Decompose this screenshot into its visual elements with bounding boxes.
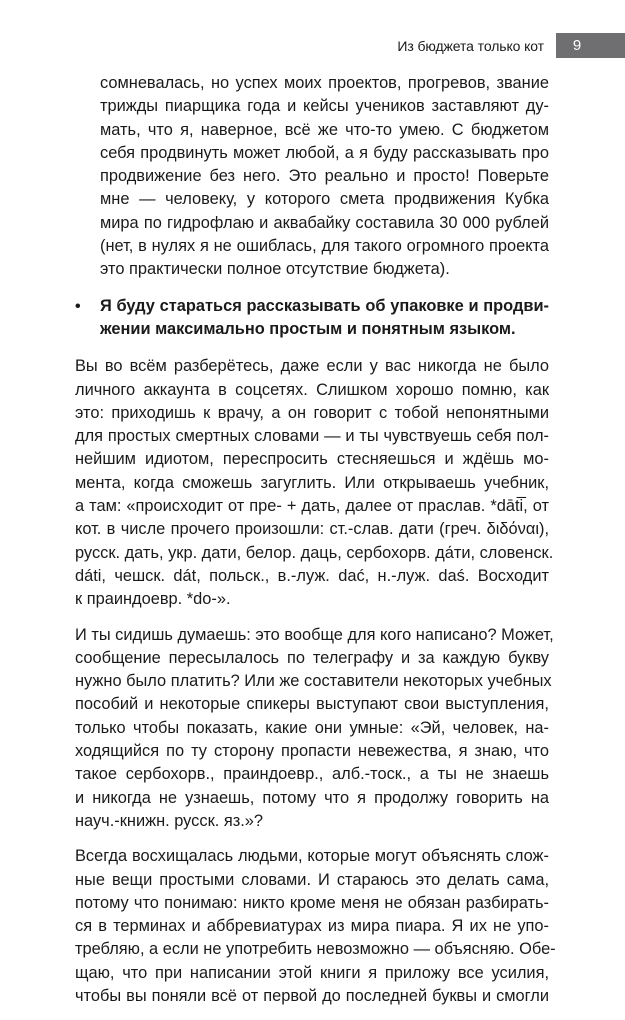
text-line: ные вещи простыми словами. И стараюсь это делать сама, [75,870,549,889]
text-line: чтобы вы поняли всё от первой до последней буквы и смогли [75,986,549,1005]
text-line: кот. в числе прочего произошли: ст.-слав. дати (греч. διδόναι), [75,520,549,539]
text-line: мента, когда сможешь загуглить. Или открываешь учебник, [75,473,549,492]
text-line: пособий и некоторые спикеры выступают свои выступления, [75,695,549,714]
text-line: для простых смертных словами — и ты чувствуешь себя пол- [75,427,549,446]
continued-paragraph [75,72,549,282]
text-line: требляю, а если не употребить невозможно — объясняю. Обе- [75,940,556,959]
text-line: Я буду стараться рассказывать об упаковке и продви- [100,296,549,315]
text-line: сомневалась, но успех моих проектов, прогревов, звание [100,74,549,92]
text-line: науч.-книжн. русск. яз.»? [75,811,264,830]
text-line: нужно было платить? Или же составители некоторых учебных [75,672,552,691]
text-line: Всегда восхищалась людьми, которые могут объяснять слож- [75,847,549,866]
text-line: мне — человеку, у которого смета продвижения Кубка [100,190,549,209]
text-line: только чтобы показать, какие они умные: «Эй, человек, на- [75,718,549,737]
text-line: (нет, в нулях я не ошиблась, для такого огромного проекта [100,237,549,256]
paragraph-3 [75,845,556,1008]
text-line: щаю, что при написании этой книги я приложу все усилия, [75,963,549,982]
text-line: а там: «происходит от пре- + дать, далее от праслав. *dāti̅, от [75,497,549,516]
page-number-box [556,33,625,58]
text-line: это: приходишь к врачу, а он говорит с тобой непонятными [75,403,549,422]
text-line: личного аккаунта в соцсетях. Слишком хорошо помню, как [75,380,549,399]
text-line: трижды пиарщика года и кейсы учеников заставляют ду- [100,97,549,116]
page-number: 9 [572,37,582,54]
text-line: Вы во всём разберётесь, даже если у вас никогда не было [75,357,549,376]
page-body [75,72,556,1020]
running-title: Из бюджета только кот [397,37,544,54]
text-line: жении максимально простым и понятным языком. [100,319,516,338]
text-line: И ты сидишь думаешь: это вообще для кого написано? Может, [75,625,554,644]
text-line: это практически полное отсутствие бюджета). [100,260,450,279]
paragraph-1 [75,355,554,611]
text-line: ходящийся по ту сторону пропасти невежества, я знаю, что [75,742,549,761]
text-line: продвижение без него. Это реально и просто! Поверьте [100,167,549,186]
paragraph-2 [75,624,554,834]
text-line: к праиндоевр. *do-». [75,590,231,609]
running-head [397,33,625,58]
text-line: такое сербохорв., праиндоевр., алб.-тоск., а ты не знаешь [75,765,549,784]
bullet-icon: • [75,297,81,315]
text-line: ся в терминах и аббревиатурах из мира пиара. Я их не упо- [75,917,549,936]
text-line: мира по гидрофлаю и аквабайку составила 30 000 рублей [100,213,549,232]
text-line: потому что понимаю: никто кроме меня не обязан разбирать- [75,893,549,912]
bullet-text [100,295,549,342]
text-line: себя продвинуть может любой, а я буду рассказывать про [100,143,549,162]
text-line: и никогда не узнаешь, потому что я продолжу говорить на [75,788,549,807]
text-line: нейшим идиотом, переспросить стесняешься и ждёшь мо- [75,450,549,469]
text-line: dáti, чешск. dát, польск., в.-луж. dać, н.-луж. daś. Восходит [75,566,549,585]
text-line: русск. дать, укр. дати, белор. даць, сербохорв. да́ти, словенск. [75,543,554,562]
text-line: мать, что я, наверное, всё же что-то умею. С бюджетом [100,120,549,139]
text-line: сообщение пересылалось по телеграфу и за каждую букву [75,648,549,667]
bullet-list-item [75,295,549,342]
